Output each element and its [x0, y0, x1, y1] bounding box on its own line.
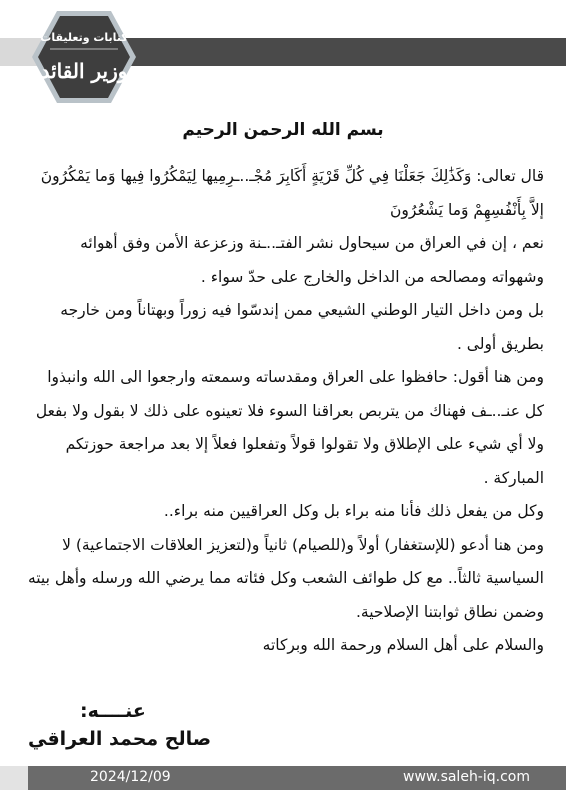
paragraph-2: بل ومن داخل التيار الوطني الشيعي ممن إندسّوا فيه زوراً وبهتاناً ومن خارجه بطريق أولى .	[60, 301, 544, 353]
logo-main-text: وزير القائد	[40, 59, 128, 83]
logo	[30, 9, 138, 105]
logo-hexagon-icon	[30, 9, 138, 105]
footer-bar	[0, 766, 566, 790]
document-title: بسم الله الرحمن الرحيم	[182, 120, 384, 140]
footer-accent	[0, 766, 28, 790]
logo-top-text: كتابات وتعليقات	[40, 31, 128, 44]
footer-url-link[interactable]: www.saleh-iq.com	[403, 769, 530, 785]
signature-label: عنــــه:	[80, 700, 146, 722]
paragraph-closing: والسلام على أهل السلام ورحمة الله وبركاته	[262, 636, 544, 654]
footer-date: 2024/12/09	[90, 769, 171, 785]
paragraph-verse: قال تعالى: وَكَذَٰلِكَ جَعَلْنَا فِي كُلِّ قَرْيَةٍ أَكَابِرَ مُجْـ..ـرِمِيها لِيَمْكُرُوا فِيها وَما يَمْكُرُونَ إلاَّ بِأَنْفُسِهِمْ وَما يَشْعُرُونَ	[40, 167, 544, 219]
paragraph-5: ومن هنا أدعو (للإستغفار) أولاً و(للصيام) ثانياً و(لتعزيز العلاقات الاجتماعية) لا السياسية ثالثاً.. مع كل طوائف الشعب وكل فئاته مما يرضي الله ورسله وأهل بيته وضمن نطاق ثوابتنا الإصلاحية.	[27, 535, 544, 621]
signature-name: صالح محمد العراقي	[28, 728, 212, 750]
paragraph-1: نعم ، إن في العراق من سيحاول نشر الفتـ..ـنة وزعزعة الأمن وفق أهوائه وشهواته ومصالحه من الداخل والخارج على حدّ سواء .	[80, 234, 544, 286]
paragraph-4: وكل من يفعل ذلك فأنا منه براء بل وكل العراقيين منه براء..	[163, 502, 544, 520]
paragraph-3: ومن هنا أقول: حافظوا على العراق ومقدساته وسمعته وارجعوا الى الله وانبذوا كل عنـ..ـف فهناك من يتربص بعراقنا السوء فلا تعينوه على ذلك لا بقول ولا بفعل ولا أي شيء على الإطلاق ولا تقولوا قولاً وتفعلوا فعلاً إلا بعد مراجعة حوزتكم المباركة .	[35, 368, 544, 487]
document-body	[24, 160, 544, 663]
